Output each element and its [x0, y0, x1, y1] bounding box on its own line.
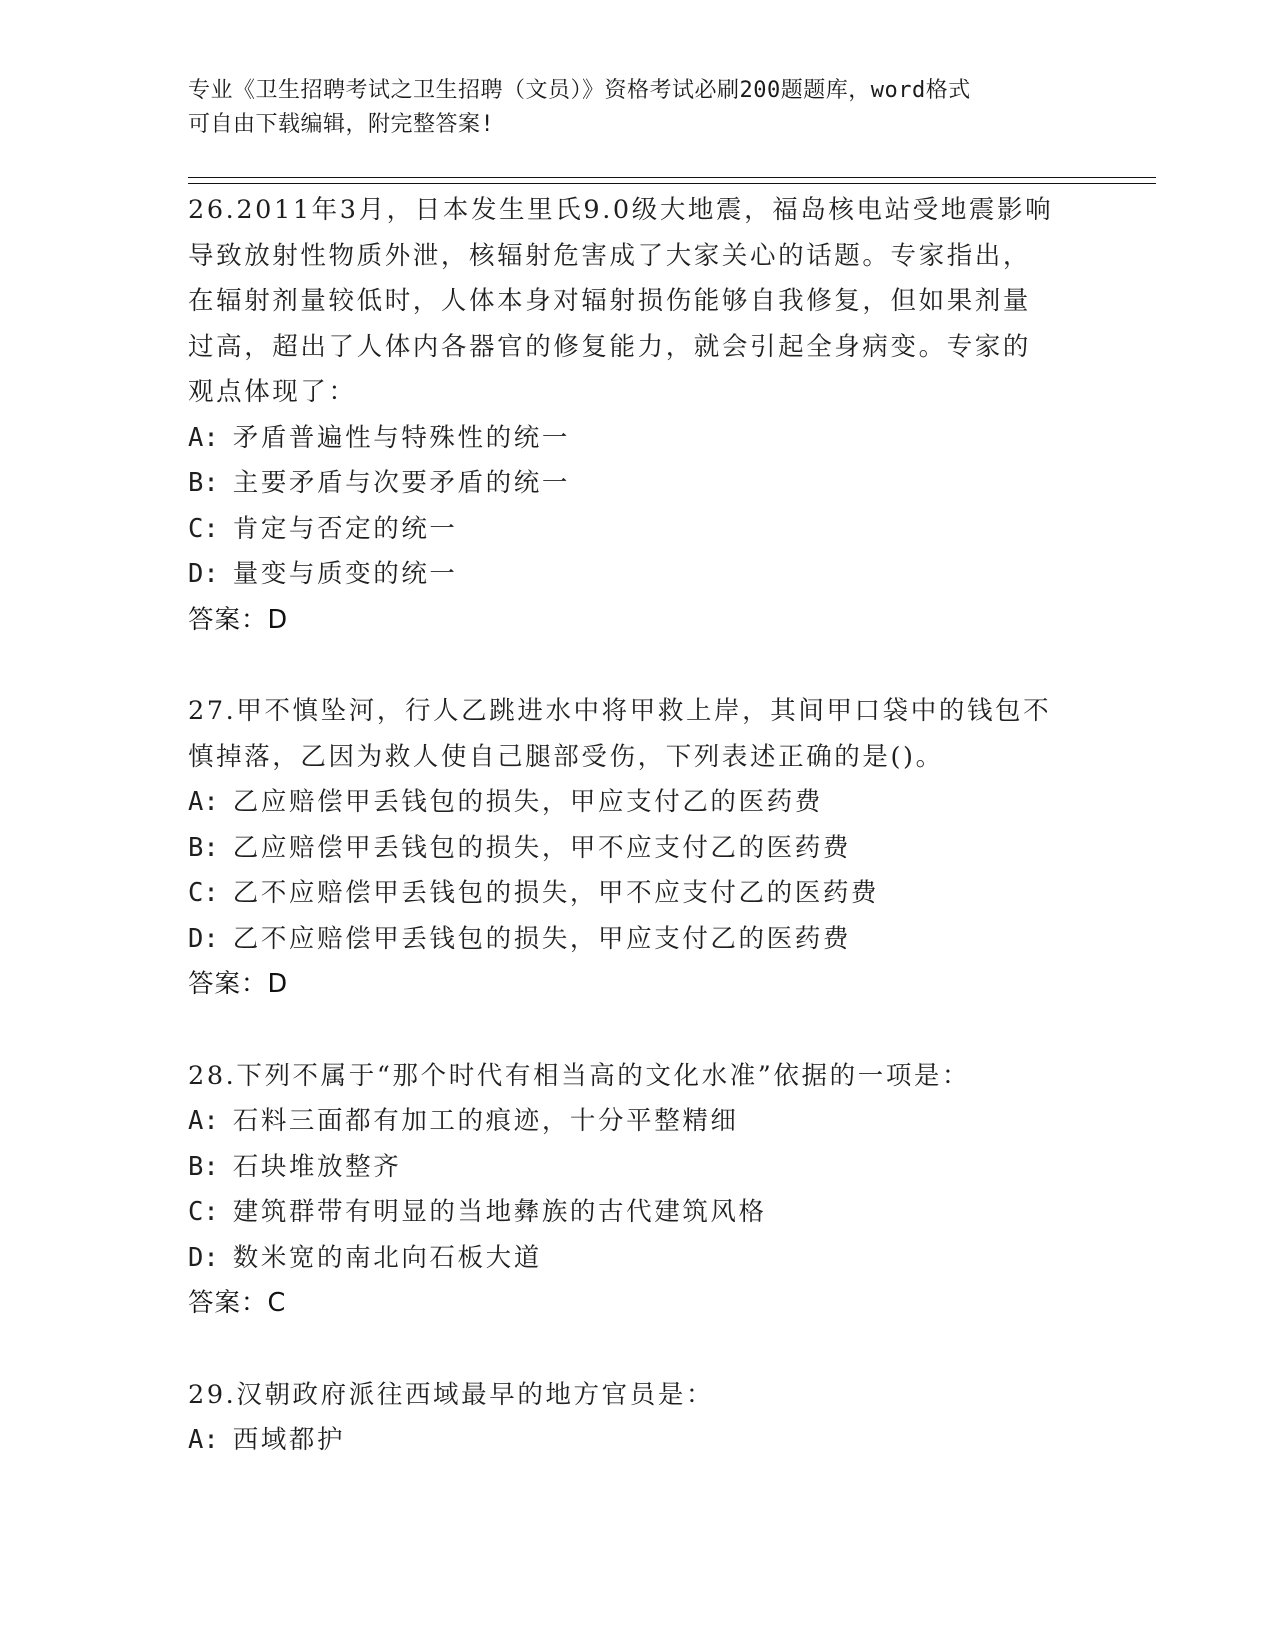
option-letter: B: [188, 1151, 219, 1182]
option-text: 石料三面都有加工的痕迹，十分平整精细 [232, 1106, 739, 1136]
option-text: 数米宽的南北向石板大道 [232, 1242, 542, 1273]
option-c [188, 507, 1108, 553]
option-text: 石块堆放整齐 [232, 1151, 402, 1182]
option-c [188, 1190, 1108, 1236]
question-28 [188, 1054, 1108, 1327]
option-text: 乙不应赔偿甲丢钱包的损失，甲不应支付乙的医药费 [232, 878, 880, 908]
answer-label: 答案：D [188, 604, 289, 635]
option-d [188, 1236, 1108, 1282]
answer-label: 答案：D [188, 969, 289, 999]
option-a [188, 780, 1108, 826]
question-stem-line: 28.下列不属于“那个时代有相当高的文化水准”依据的一项是： [188, 1060, 971, 1091]
option-text: 乙应赔偿甲丢钱包的损失，甲应支付乙的医药费 [232, 787, 823, 817]
question-list [188, 188, 1108, 1510]
header-divider-bottom [188, 183, 1156, 184]
option-letter: A: [188, 1425, 219, 1455]
question-stem-line: 观点体现了： [188, 377, 357, 407]
question-26 [188, 188, 1108, 643]
option-b [188, 826, 1108, 872]
option-d [188, 552, 1108, 598]
question-stem-line: 29.汉朝政府派往西域最早的地方官员是： [188, 1379, 715, 1410]
option-a [188, 1099, 1108, 1145]
option-a [188, 416, 1108, 462]
option-letter: A: [188, 787, 219, 817]
header-divider-top [188, 177, 1156, 178]
question-stem-line: 在辐射剂量较低时，人体本身对辐射损伤能够自我修复，但如果剂量 [188, 286, 1032, 316]
option-d [188, 917, 1108, 963]
option-b [188, 1145, 1108, 1191]
option-text: 主要矛盾与次要矛盾的统一 [232, 468, 570, 498]
option-letter: C: [188, 1197, 219, 1227]
option-c [188, 871, 1108, 917]
option-letter: C: [188, 878, 219, 908]
document-header [188, 74, 1088, 142]
question-stem-line: 慎掉落，乙因为救人使自己腿部受伤，下列表述正确的是()。 [188, 741, 944, 772]
option-text: 乙应赔偿甲丢钱包的损失，甲不应支付乙的医药费 [232, 832, 851, 863]
option-letter: D: [188, 559, 219, 589]
option-letter: D: [188, 923, 219, 954]
question-stem-line: 27.甲不慎坠河，行人乙跳进水中将甲救上岸，其间甲口袋中的钱包不 [188, 696, 1052, 726]
option-letter: C: [188, 513, 219, 544]
option-letter: A: [188, 422, 219, 453]
option-text: 西域都护 [232, 1425, 346, 1455]
question-29 [188, 1373, 1108, 1464]
option-letter: B: [188, 468, 219, 498]
option-b [188, 461, 1108, 507]
option-letter: B: [188, 832, 219, 863]
option-text: 肯定与否定的统一 [232, 513, 458, 544]
answer-label: 答案：C [188, 1288, 287, 1318]
option-text: 建筑群带有明显的当地彝族的古代建筑风格 [232, 1197, 767, 1227]
question-stem-line: 导致放射性物质外泄，核辐射危害成了大家关心的话题。专家指出， [188, 240, 1032, 271]
option-a [188, 1418, 1108, 1464]
option-letter: A: [188, 1106, 219, 1136]
header-subtitle-line: 可自由下载编辑，附完整答案! [188, 112, 495, 137]
question-27 [188, 689, 1108, 1008]
question-stem-line: 26.2011年3月，日本发生里氏9.0级大地震，福岛核电站受地震影响 [188, 195, 1054, 225]
option-text: 矛盾普遍性与特殊性的统一 [232, 422, 570, 453]
option-text: 量变与质变的统一 [232, 559, 458, 589]
question-stem-line: 过高，超出了人体内各器官的修复能力，就会引起全身病变。专家的 [188, 331, 1032, 362]
option-letter: D: [188, 1242, 219, 1273]
option-text: 乙不应赔偿甲丢钱包的损失，甲应支付乙的医药费 [232, 923, 851, 954]
header-title-line: 专业《卫生招聘考试之卫生招聘（文员）》资格考试必刷200题题库，word格式 [188, 78, 971, 103]
